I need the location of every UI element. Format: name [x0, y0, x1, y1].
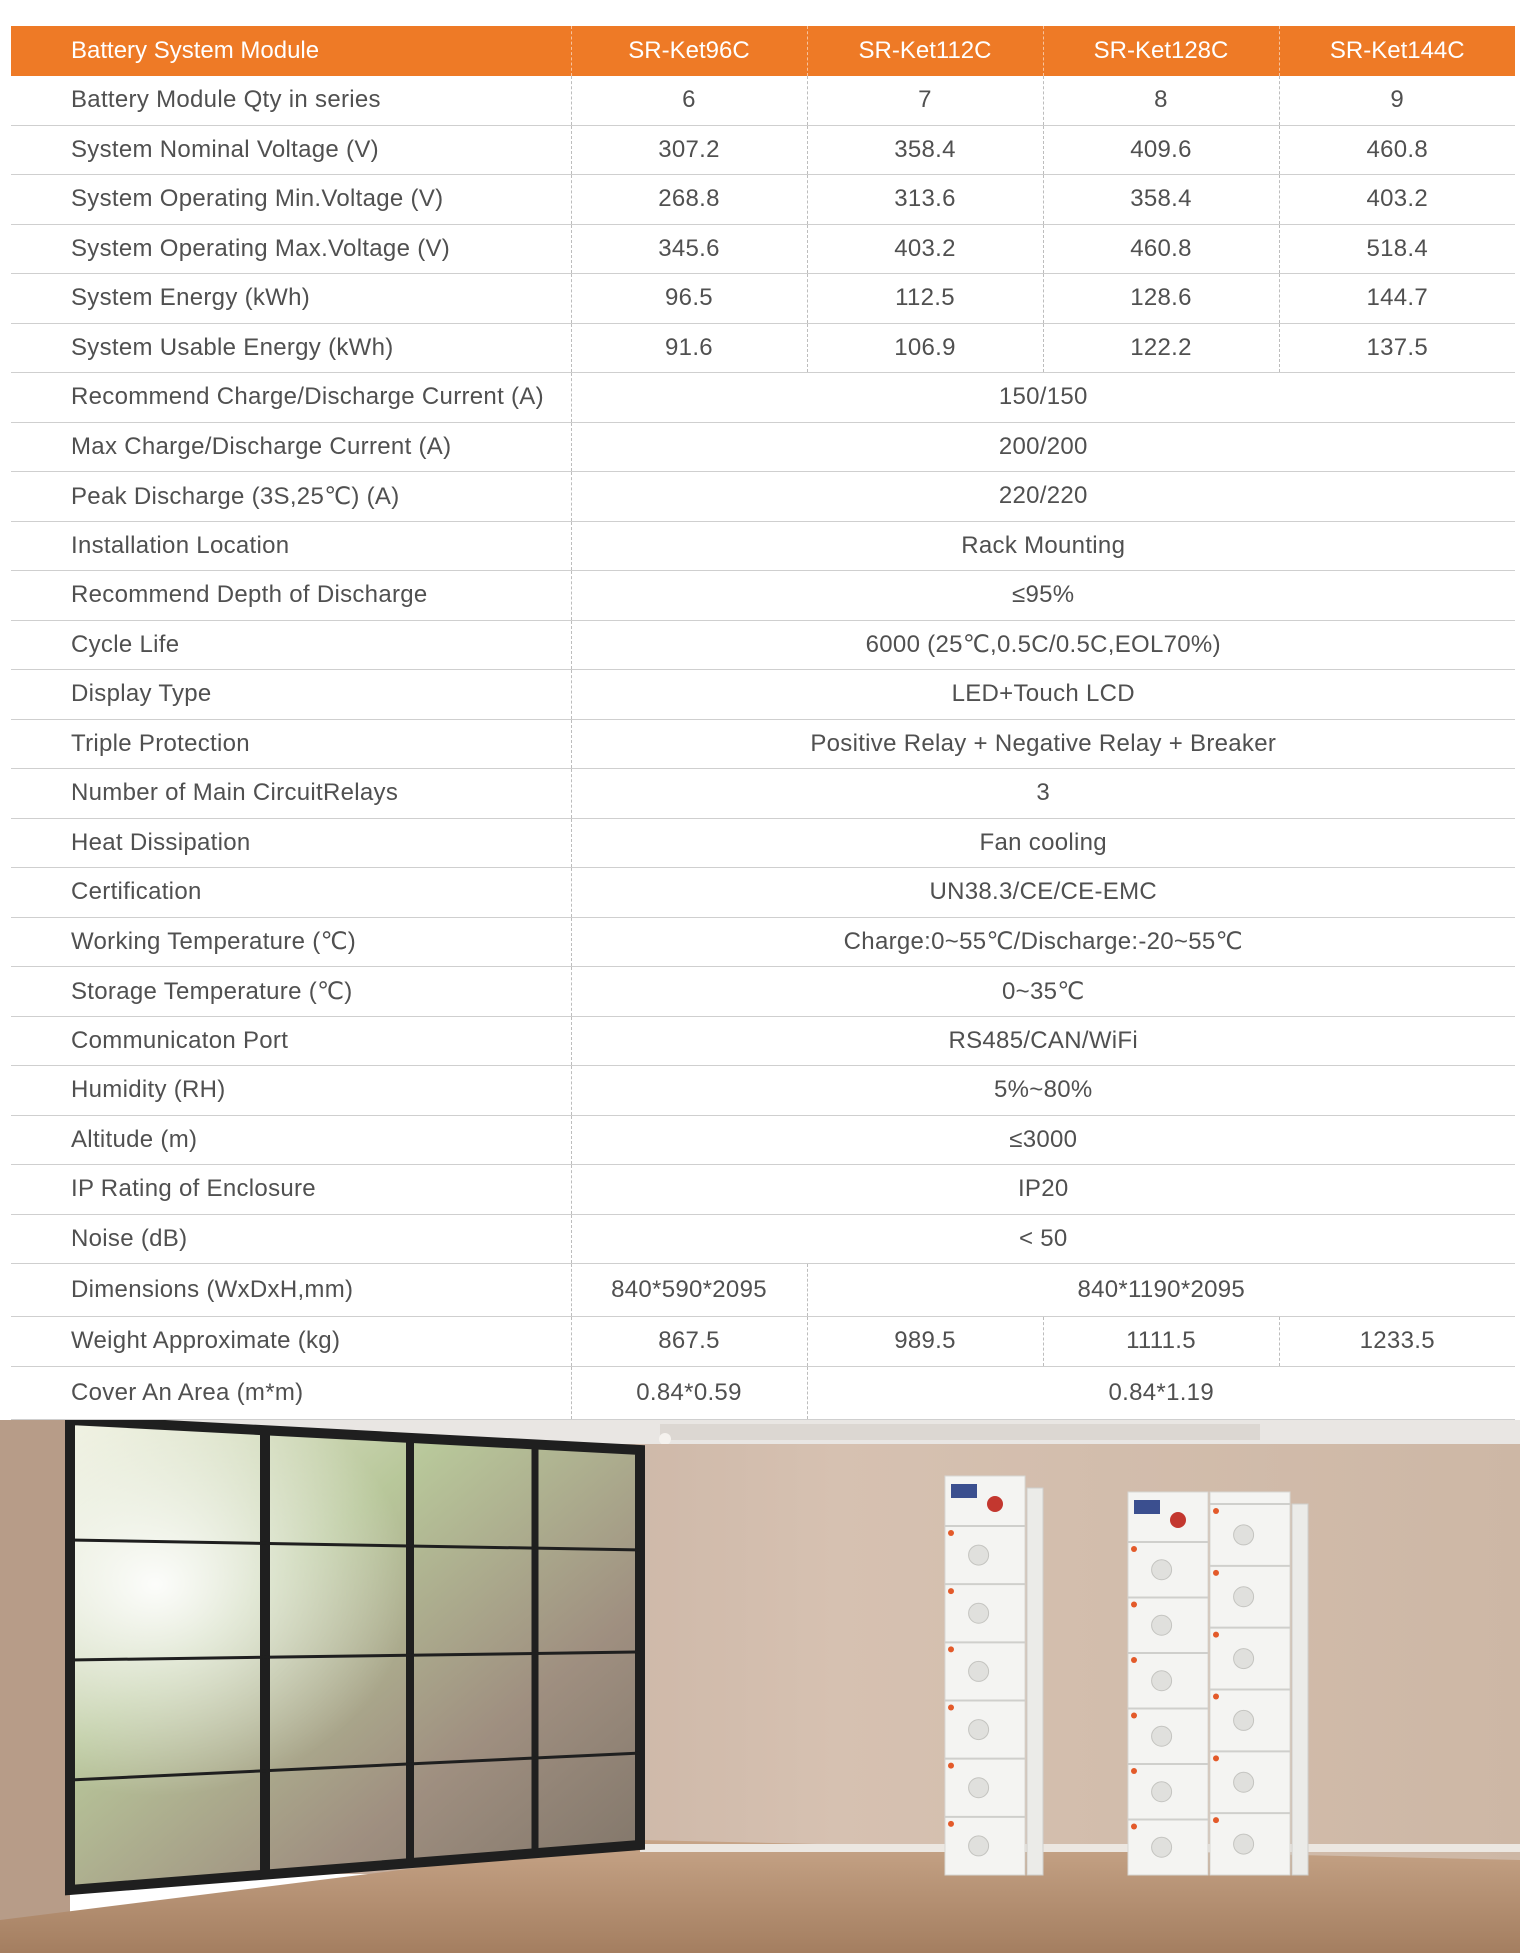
module-fan-icon [1152, 1671, 1172, 1691]
brand-logo-icon [948, 1705, 954, 1711]
module-fan-icon [969, 1778, 989, 1798]
brand-logo-icon [1131, 1602, 1137, 1608]
spec-table-head [11, 26, 1515, 76]
header-row [11, 26, 1515, 76]
spec-row [11, 620, 1515, 670]
spec-value: 8 [1043, 76, 1279, 125]
battery-cabinet [1210, 1492, 1290, 1875]
module-fan-icon [969, 1720, 989, 1740]
spec-label: Cycle Life [11, 620, 571, 670]
spec-value: 0.84*1.19 [807, 1366, 1515, 1419]
spec-value: 9 [1279, 76, 1515, 125]
spec-value: 307.2 [571, 125, 807, 175]
header-cell-model: SR-Ket144C [1279, 26, 1515, 76]
spec-value: 867.5 [571, 1317, 807, 1367]
spec-value: 128.6 [1043, 274, 1279, 324]
spec-value: 345.6 [571, 224, 807, 274]
spec-value: 358.4 [1043, 175, 1279, 225]
spec-label: Recommend Charge/Discharge Current (A) [11, 373, 571, 423]
module-fan-icon [1152, 1782, 1172, 1802]
module-fan-icon [969, 1836, 989, 1856]
spec-value: 460.8 [1279, 125, 1515, 175]
spec-label: System Operating Min.Voltage (V) [11, 175, 571, 225]
spec-value: 220/220 [571, 472, 1515, 522]
spec-value: 840*590*2095 [571, 1264, 807, 1317]
room-photo [0, 1420, 1520, 1953]
spec-label: Max Charge/Discharge Current (A) [11, 422, 571, 472]
spec-value: ≤95% [571, 571, 1515, 621]
spec-value: IP20 [571, 1165, 1515, 1215]
spec-row [11, 1317, 1515, 1367]
brand-logo-icon [1213, 1755, 1219, 1761]
spec-value: 6 [571, 76, 807, 125]
brand-logo-icon [1131, 1713, 1137, 1719]
spec-value: 112.5 [807, 274, 1043, 324]
spec-value: 200/200 [571, 422, 1515, 472]
module-fan-icon [1234, 1649, 1254, 1669]
spec-row [11, 818, 1515, 868]
spec-table-body [11, 76, 1515, 1419]
spec-value: 137.5 [1279, 323, 1515, 373]
spec-label: System Nominal Voltage (V) [11, 125, 571, 175]
brand-logo-icon [1213, 1694, 1219, 1700]
control-display [1134, 1500, 1160, 1514]
spec-label: Triple Protection [11, 719, 571, 769]
spec-value: 150/150 [571, 373, 1515, 423]
spec-value: 358.4 [807, 125, 1043, 175]
spec-value: 3 [571, 769, 1515, 819]
brand-logo-icon [1131, 1546, 1137, 1552]
module-fan-icon [1234, 1772, 1254, 1792]
spec-row [11, 719, 1515, 769]
spec-label: Installation Location [11, 521, 571, 571]
spec-table [11, 26, 1515, 1420]
control-display [951, 1484, 977, 1498]
spec-label: System Operating Max.Voltage (V) [11, 224, 571, 274]
module-fan-icon [1234, 1834, 1254, 1854]
spec-row [11, 175, 1515, 225]
cabinet-rack [1027, 1488, 1043, 1875]
spec-label: Heat Dissipation [11, 818, 571, 868]
spec-label: Noise (dB) [11, 1214, 571, 1264]
spec-row [11, 224, 1515, 274]
brand-logo-icon [1131, 1768, 1137, 1774]
spec-value: 403.2 [807, 224, 1043, 274]
module-fan-icon [1152, 1615, 1172, 1635]
brand-logo-icon [1213, 1817, 1219, 1823]
spec-row [11, 323, 1515, 373]
module-fan-icon [969, 1661, 989, 1681]
module-fan-icon [1234, 1587, 1254, 1607]
spec-row [11, 868, 1515, 918]
spec-label: Communicaton Port [11, 1016, 571, 1066]
spec-value: ≤3000 [571, 1115, 1515, 1165]
spec-value: Positive Relay + Negative Relay + Breaker [571, 719, 1515, 769]
brand-logo-icon [1213, 1570, 1219, 1576]
spec-label: Weight Approximate (kg) [11, 1317, 571, 1367]
spec-value: 1233.5 [1279, 1317, 1515, 1367]
brand-logo-icon [948, 1646, 954, 1652]
spec-row [11, 967, 1515, 1017]
spec-value: 96.5 [571, 274, 807, 324]
spec-value: 268.8 [571, 175, 807, 225]
spec-label: Battery Module Qty in series [11, 76, 571, 125]
spec-row [11, 1366, 1515, 1419]
brand-logo-icon [1131, 1824, 1137, 1830]
module-fan-icon [969, 1545, 989, 1565]
header-cell-model: SR-Ket112C [807, 26, 1043, 76]
spec-label: Cover An Area (m*m) [11, 1366, 571, 1419]
spec-value: RS485/CAN/WiFi [571, 1016, 1515, 1066]
spec-value: 409.6 [1043, 125, 1279, 175]
spec-value: 144.7 [1279, 274, 1515, 324]
spec-row [11, 472, 1515, 522]
spec-label: Storage Temperature (℃) [11, 967, 571, 1017]
spec-value: 91.6 [571, 323, 807, 373]
header-cell-model: SR-Ket96C [571, 26, 807, 76]
spec-label: Recommend Depth of Discharge [11, 571, 571, 621]
module-fan-icon [1234, 1525, 1254, 1545]
ceiling-recess [660, 1424, 1260, 1440]
spec-label: Altitude (m) [11, 1115, 571, 1165]
spec-value: 7 [807, 76, 1043, 125]
spec-row [11, 1016, 1515, 1066]
brand-logo-icon [1213, 1508, 1219, 1514]
spec-label: Humidity (RH) [11, 1066, 571, 1116]
spec-value: Fan cooling [571, 818, 1515, 868]
spec-row [11, 274, 1515, 324]
spec-row [11, 1214, 1515, 1264]
spec-value: 0.84*0.59 [571, 1366, 807, 1419]
spec-label: Number of Main CircuitRelays [11, 769, 571, 819]
brand-logo-icon [948, 1530, 954, 1536]
spec-row [11, 571, 1515, 621]
spec-row [11, 76, 1515, 125]
spec-value: Charge:0~55℃/Discharge:-20~55℃ [571, 917, 1515, 967]
spec-value: 1111.5 [1043, 1317, 1279, 1367]
spec-row [11, 1165, 1515, 1215]
spec-row [11, 125, 1515, 175]
spec-row [11, 373, 1515, 423]
spec-value: 313.6 [807, 175, 1043, 225]
spec-label: Display Type [11, 670, 571, 720]
breaker-switch [987, 1496, 1003, 1512]
module-fan-icon [1152, 1837, 1172, 1857]
module-fan-icon [1234, 1710, 1254, 1730]
cabinet-rack [1292, 1504, 1308, 1875]
spec-row [11, 521, 1515, 571]
left-wall [0, 1420, 70, 1953]
spec-row [11, 1115, 1515, 1165]
spec-row [11, 917, 1515, 967]
spec-label: System Usable Energy (kWh) [11, 323, 571, 373]
spec-row [11, 422, 1515, 472]
module-fan-icon [969, 1603, 989, 1623]
spec-value: 840*1190*2095 [807, 1264, 1515, 1317]
header-cell-title: Battery System Module [11, 26, 571, 76]
spec-value: LED+Touch LCD [571, 670, 1515, 720]
spec-value: Rack Mounting [571, 521, 1515, 571]
ceiling-light-icon [659, 1433, 671, 1445]
spec-value: 403.2 [1279, 175, 1515, 225]
brand-logo-icon [948, 1763, 954, 1769]
spec-label: System Energy (kWh) [11, 274, 571, 324]
module-fan-icon [1152, 1560, 1172, 1580]
spec-value: 122.2 [1043, 323, 1279, 373]
spec-label: Dimensions (WxDxH,mm) [11, 1264, 571, 1317]
spec-value: 6000 (25℃,0.5C/0.5C,EOL70%) [571, 620, 1515, 670]
baseboard [640, 1844, 1520, 1852]
spec-row [11, 670, 1515, 720]
brand-logo-icon [948, 1821, 954, 1827]
spec-value: < 50 [571, 1214, 1515, 1264]
spec-value: 989.5 [807, 1317, 1043, 1367]
brand-logo-icon [1213, 1632, 1219, 1638]
spec-label: Working Temperature (℃) [11, 917, 571, 967]
header-cell-model: SR-Ket128C [1043, 26, 1279, 76]
spec-value: UN38.3/CE/CE-EMC [571, 868, 1515, 918]
brand-logo-icon [1131, 1657, 1137, 1663]
spec-value: 5%~80% [571, 1066, 1515, 1116]
spec-label: Certification [11, 868, 571, 918]
spec-label: Peak Discharge (3S,25℃) (A) [11, 472, 571, 522]
spec-row [11, 1066, 1515, 1116]
module-fan-icon [1152, 1726, 1172, 1746]
spec-value: 0~35℃ [571, 967, 1515, 1017]
breaker-switch [1170, 1512, 1186, 1528]
spec-value: 460.8 [1043, 224, 1279, 274]
brand-logo-icon [948, 1588, 954, 1594]
spec-row [11, 769, 1515, 819]
spec-value: 518.4 [1279, 224, 1515, 274]
spec-row [11, 1264, 1515, 1317]
spec-label: IP Rating of Enclosure [11, 1165, 571, 1215]
spec-value: 106.9 [807, 323, 1043, 373]
